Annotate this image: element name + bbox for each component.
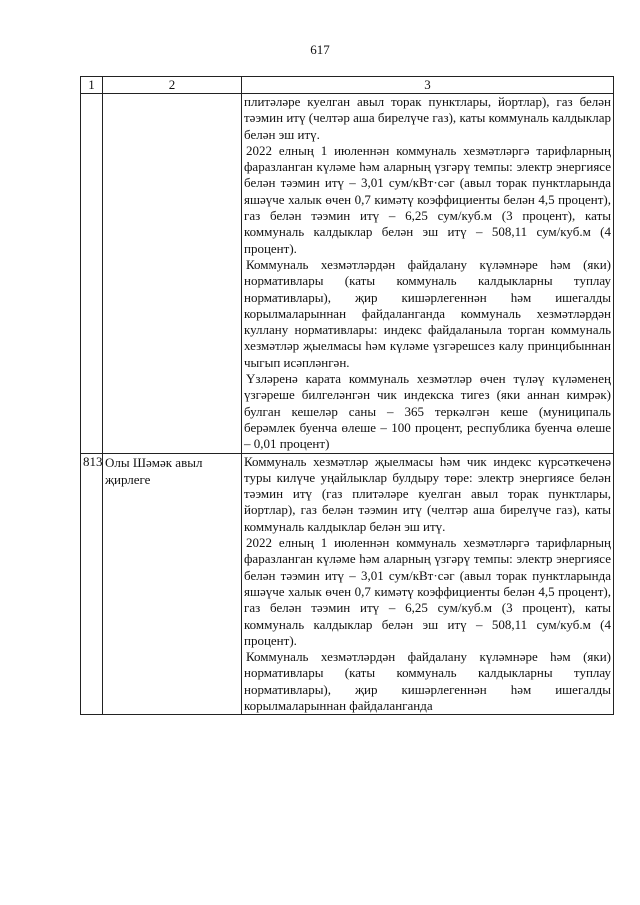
document-table [80,76,614,715]
row-number: 813 [81,453,103,715]
settlement-name: Олы Шәмәк авыл җирлеге [103,453,242,715]
paragraph: Үзләренә карата коммуналь хезмәтләр өчен түләү күләменең үзгәреше билгеләнгән чик индекска тигез (яки аннан кимрәк) булган кешеләр саны – 365 теркәлгән кеше (муниципаль берәмлек буенча өлеше – 100 процент, республика буенча өлеше – 0,01 процент) [244,371,611,452]
table-header-row [81,77,614,94]
column-header-1: 1 [81,77,103,94]
paragraph: 2022 елның 1 июленнән коммуналь хезмәтләргә тарифларның фаразланган күләме һәм аларның үзгәрү темпы: электр энергиясе белән тәэмин итү – 3,01 сум/кВт·сәг (авыл торак пунктларында яшәүче халык өчен 0,7 кимәтү коэффициенты белән 4,5 процент), газ белән тәэмин итү – 6,25 сум/куб.м (3 процент), каты коммуналь калдыклар белән эш итү – 508,11 сум/куб.м (4 процент). [244,142,611,256]
row-number [81,94,103,454]
row-content [242,94,614,454]
paragraph: Коммуналь хезмәтләрдән файдалану күләмнәре һәм (яки) нормативлары (каты коммуналь калдыкларны туплау нормативлары), җир кишәрлегеннән һәм ишегалды корылмаларыннан файдаланганда коммуналь хезмәтләрдән куллану нормативлары: индекс файдаланыла торган коммуналь хезмәтләр җыелмасы һәм күләме үзгәрешсез калу принцибыннан чыгып исәпләнгән. [244,256,611,370]
table-row [81,94,614,454]
page-number: 617 [310,42,330,57]
row-content [242,453,614,715]
paragraph: Коммуналь хезмәтләрдән файдалану күләмнәре һәм (яки) нормативлары (каты коммуналь калдыкларны туплау нормативлары), җир кишәрлегеннән һәм ишегалды корылмаларыннан файдаланганда [244,649,611,713]
column-header-2: 2 [103,77,242,94]
paragraph: Коммуналь хезмәтләр җыелмасы һәм чик индекс күрсәткеченә туры килүче уңайлыклар булдыру төре: электр энергиясе белән тәэмин итү (газ плитәләре куелган авыл торак пунктлары, йортлар), газ белән тәэмин итү (челтәр аша бирелүче газ), каты коммуналь калдыклар белән эш итү. [244,453,611,534]
column-header-3: 3 [242,77,614,94]
paragraph: 2022 елның 1 июленнән коммуналь хезмәтләргә тарифларның фаразланган күләме һәм аларның үзгәрү темпы: электр энергиясе белән тәэмин итү – 3,01 сум/кВт·сәг (авыл торак пунктларында яшәүче халык өчен 0,7 кимәтү коэффициенты белән 4,5 процент), газ белән тәэмин итү – 6,25 сум/куб.м (3 процент), каты коммуналь калдыклар белән эш итү – 508,11 сум/куб.м (4 процент). [244,535,611,648]
settlement-name [103,94,242,454]
paragraph: плитәләре куелган авыл торак пунктлары, йортлар), газ белән тәэмин итү (челтәр аша бирелүче газ), каты коммуналь калдыклар белән эш итү. [244,94,611,142]
table-row [81,453,614,715]
